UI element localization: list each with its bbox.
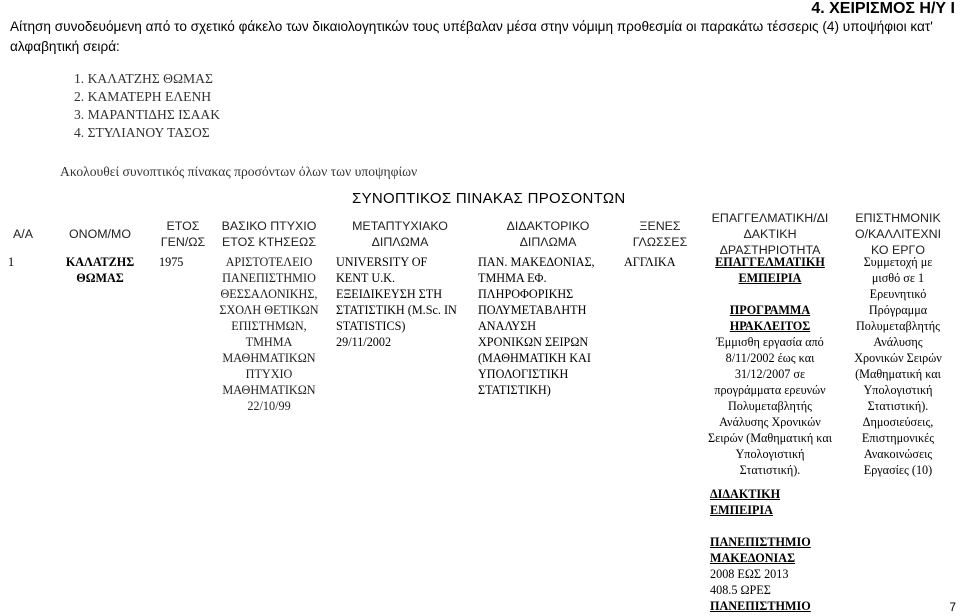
row-research (842, 254, 954, 478)
experience-text-line: 8/11/2002 έως και (725, 351, 815, 365)
row-masters-line: ΣΤΑΤΙΣΤΙΚΗ (M.Sc. IN (336, 303, 457, 317)
header-masters-line: ΜΕΤΑΠΤΥΧΙΑΚΟ (352, 219, 448, 233)
row-name-line: ΚΑΛΑΤΖΗΣ (65, 255, 135, 269)
row-degree-line: ΜΑΘΗΜΑΤΙΚΩΝ (222, 351, 316, 365)
row-degree-line: ΤΜΗΜΑ (245, 335, 293, 349)
header-research (842, 210, 954, 258)
teaching-university-title: ΜΑΚΕΔΟΝΙΑΣ (710, 551, 796, 565)
row-degree-line: ΑΡΙΣΤΟΤΕΛΕΙΟ (225, 255, 313, 269)
row-phd-line: (ΜΑΘΗΜΑΤΙΚΗ ΚΑΙ (478, 351, 591, 365)
header-phd (476, 218, 620, 250)
row-research-line: Πρόγραμμα (868, 303, 928, 317)
header-experience (700, 210, 840, 258)
experience-text-line: Ανάλυσης Χρονικών (719, 415, 821, 429)
row-degree (212, 254, 326, 414)
row-aa: 1 (8, 255, 15, 269)
row-masters-line: ΕΞΕΙΔΙΚΕΥΣΗ ΣΤΗ (336, 287, 443, 301)
header-experience-line: ΔΡΑΣΤΗΡΙΟΤΗΤΑ (719, 243, 821, 257)
row-research-line: Υπολογιστική (863, 383, 933, 397)
teaching-section-title: ΔΙΔΑΚΤΙΚΗ (710, 487, 781, 501)
experience-text-line: Υπολογιστική (735, 447, 805, 461)
header-experience-line: ΔΑΚΤΙΚΗ (743, 227, 797, 241)
row-degree-line: 22/10/99 (247, 399, 291, 413)
candidate-list (74, 70, 220, 142)
row-phd-line: ΧΡΟΝΙΚΩΝ ΣΕΙΡΩΝ (478, 335, 589, 349)
header-aa: Α/Α (13, 227, 33, 241)
row-degree-line: ΣΧΟΛΗ ΘΕΤΙΚΩΝ (219, 303, 319, 317)
list-item: 3. ΜΑΡΑΝΤΙΔΗΣ ΙΣΑΑΚ (74, 107, 221, 122)
header-degree-line: ΕΤΟΣ ΚΤΗΣΕΩΣ (222, 235, 316, 249)
row-research-line: Επιστημονικές (861, 431, 935, 445)
experience-section-title: ΕΜΠΕΙΡΙΑ (738, 271, 802, 285)
row-masters-line: 29/11/2002 (336, 335, 392, 349)
row-phd-line: ΤΜΗΜΑ ΕΦ. (478, 271, 547, 285)
row-degree-line: ΘΕΣΣΑΛΟΝΙΚΗΣ, (220, 287, 318, 301)
header-year-line: ΕΤΟΣ (166, 219, 200, 233)
row-masters-line: STATISTICS) (336, 319, 406, 333)
header-research-line: Ο/ΚΑΛΛΙΤΕΧΝΙ (854, 227, 942, 241)
row-phd-line: ΥΠΟΛΟΓΙΣΤΙΚΗ (478, 367, 569, 381)
row-phd-line: ΠΑΝ. ΜΑΚΕΔΟΝΙΑΣ, (478, 255, 595, 269)
row-research-line: Ανακοινώσεις (863, 447, 933, 461)
row-research-line: Εργασίες (10) (863, 463, 933, 477)
header-year (155, 218, 211, 250)
experience-text-line: Στατιστική). (739, 463, 801, 477)
teaching-university-title: ΠΑΝΕΠΙΣΤΗΜΙΟ (710, 535, 811, 549)
row-languages: ΑΓΓΛΙΚΑ (624, 255, 676, 269)
experience-text-line: 31/12/2007 σε (734, 367, 806, 381)
teaching-university-title: ΠΑΝΕΠΙΣΤΗΜΙΟ (710, 599, 811, 613)
experience-program-title: ΠΡΟΓΡΑΜΜΑ (729, 303, 811, 317)
row-phd-line: ΠΟΛΥΜΕΤΑΒΛΗΤΗ (478, 303, 587, 317)
row-phd-line: ΑΝΑΛΥΣΗ (478, 319, 537, 333)
header-languages-line: ΞΕΝΕΣ (639, 219, 681, 233)
header-phd-line: ΔΙΔΑΚΤΟΡΙΚΟ (506, 219, 590, 233)
row-research-line: μισθό σε 1 (871, 271, 925, 285)
intro-paragraph: Αίτηση συνοδευόμενη από το σχετικό φάκελο των δικαιολογητικών τους υπέβαλαν μέσα στην νόμιμη προθεσμία οι παρακάτω τέσσερις (4) υποψήφιοι κατ' αλφαβητική σειρά: (10, 19, 933, 54)
header-languages (620, 218, 700, 250)
row-experience (700, 254, 840, 478)
row-research-line: Ανάλυσης (873, 335, 923, 349)
row-name-line: ΘΩΜΑΣ (76, 271, 124, 285)
teaching-text-line: 2008 ΕΩΣ 2013 (710, 567, 789, 581)
row-masters-line: UNIVERSITY OF (336, 255, 428, 269)
header-masters-line: ΔΙΠΛΩΜΑ (371, 235, 429, 249)
header-experience-line: ΕΠΑΓΓΕΛΜΑΤΙΚΗ/ΔΙ (711, 211, 829, 225)
row-research-line: Δημοσιεύσεις, (862, 415, 934, 429)
row-phd-line: ΠΛΗΡΟΦΟΡΙΚΗΣ (478, 287, 574, 301)
row-phd-line: ΣΤΑΤΙΣΤΙΚΗ) (478, 383, 551, 397)
header-research-line: ΕΠΙΣΤΗΜΟΝΙΚ (855, 211, 941, 225)
list-item: 1. ΚΑΛΑΤΖΗΣ ΘΩΜΑΣ (74, 71, 213, 86)
experience-program-title: ΗΡΑΚΛΕΙΤΟΣ (729, 319, 811, 333)
row-research-line: Στατιστική). (867, 399, 929, 413)
row-masters-line: KENT U.K. (336, 271, 396, 285)
row-degree-line: ΕΠΙΣΤΗΜΩΝ, (231, 319, 307, 333)
header-year-line: ΓΕΝ/ΩΣ (160, 235, 206, 249)
experience-text-line: προγράμματα ερευνών (714, 383, 826, 397)
row-research-line: Ερευνητικό (869, 287, 927, 301)
row-phd (478, 254, 622, 398)
table-title: ΣΥΝΟΠΤΙΚΟΣ ΠΙΝΑΚΑΣ ΠΡΟΣΟΝΤΩΝ (352, 190, 626, 207)
row-research-line: (Μαθηματική και (855, 367, 941, 381)
summary-sentence: Ακολουθεί συνοπτικός πίνακας προσόντων όλων των υποψηφίων (60, 164, 418, 179)
header-degree-line: ΒΑΣΙΚΟ ΠΤΥΧΙΟ (221, 219, 317, 233)
row-degree-line: ΠΑΝΕΠΙΣΤΗΜΙΟ (222, 271, 316, 285)
row-research-line: Συμμετοχή με (863, 255, 933, 269)
experience-text-line: Σειρών (Μαθηματική και (708, 431, 832, 445)
section-heading: 4. ΧΕΙΡΙΣΜΟΣ Η/Υ I (811, 0, 955, 17)
teaching-section-title: ΕΜΠΕΙΡΙΑ (710, 503, 773, 517)
header-masters (332, 218, 468, 250)
header-phd-line: ΔΙΠΛΩΜΑ (519, 235, 577, 249)
row-name (50, 254, 150, 286)
header-research-line: ΚΟ ΕΡΓΟ (871, 243, 925, 257)
teaching-text-line: 408.5 ΩΡΕΣ (710, 583, 771, 597)
list-item: 4. ΣΤΥΛΙΑΝΟΥ ΤΑΣΟΣ (74, 125, 210, 140)
header-languages-line: ΓΛΩΣΣΕΣ (632, 235, 688, 249)
list-item: 2. ΚΑΜΑΤΕΡΗ ΕΛΕΝΗ (74, 89, 212, 104)
header-name: ΟΝΟΜ/ΜΟ (69, 227, 131, 241)
row-masters (336, 254, 472, 350)
header-degree (214, 218, 324, 250)
experience-text-line: Πολυμεταβλητής (727, 399, 813, 413)
row-degree-line: ΠΤΥΧΙΟ (245, 367, 293, 381)
row-degree-line: ΜΑΘΗΜΑΤΙΚΩΝ (222, 383, 316, 397)
experience-section-title: ΕΠΑΓΓΕΛΜΑΤΙΚΗ (715, 255, 825, 269)
teaching-experience (710, 486, 840, 614)
row-research-line: Χρονικών Σειρών (854, 351, 942, 365)
experience-text-line: Έμμισθη εργασία από (716, 335, 824, 349)
page-number: 7 (949, 600, 956, 614)
row-research-line: Πολυμεταβλητής (855, 319, 941, 333)
row-year: 1975 (159, 255, 184, 269)
